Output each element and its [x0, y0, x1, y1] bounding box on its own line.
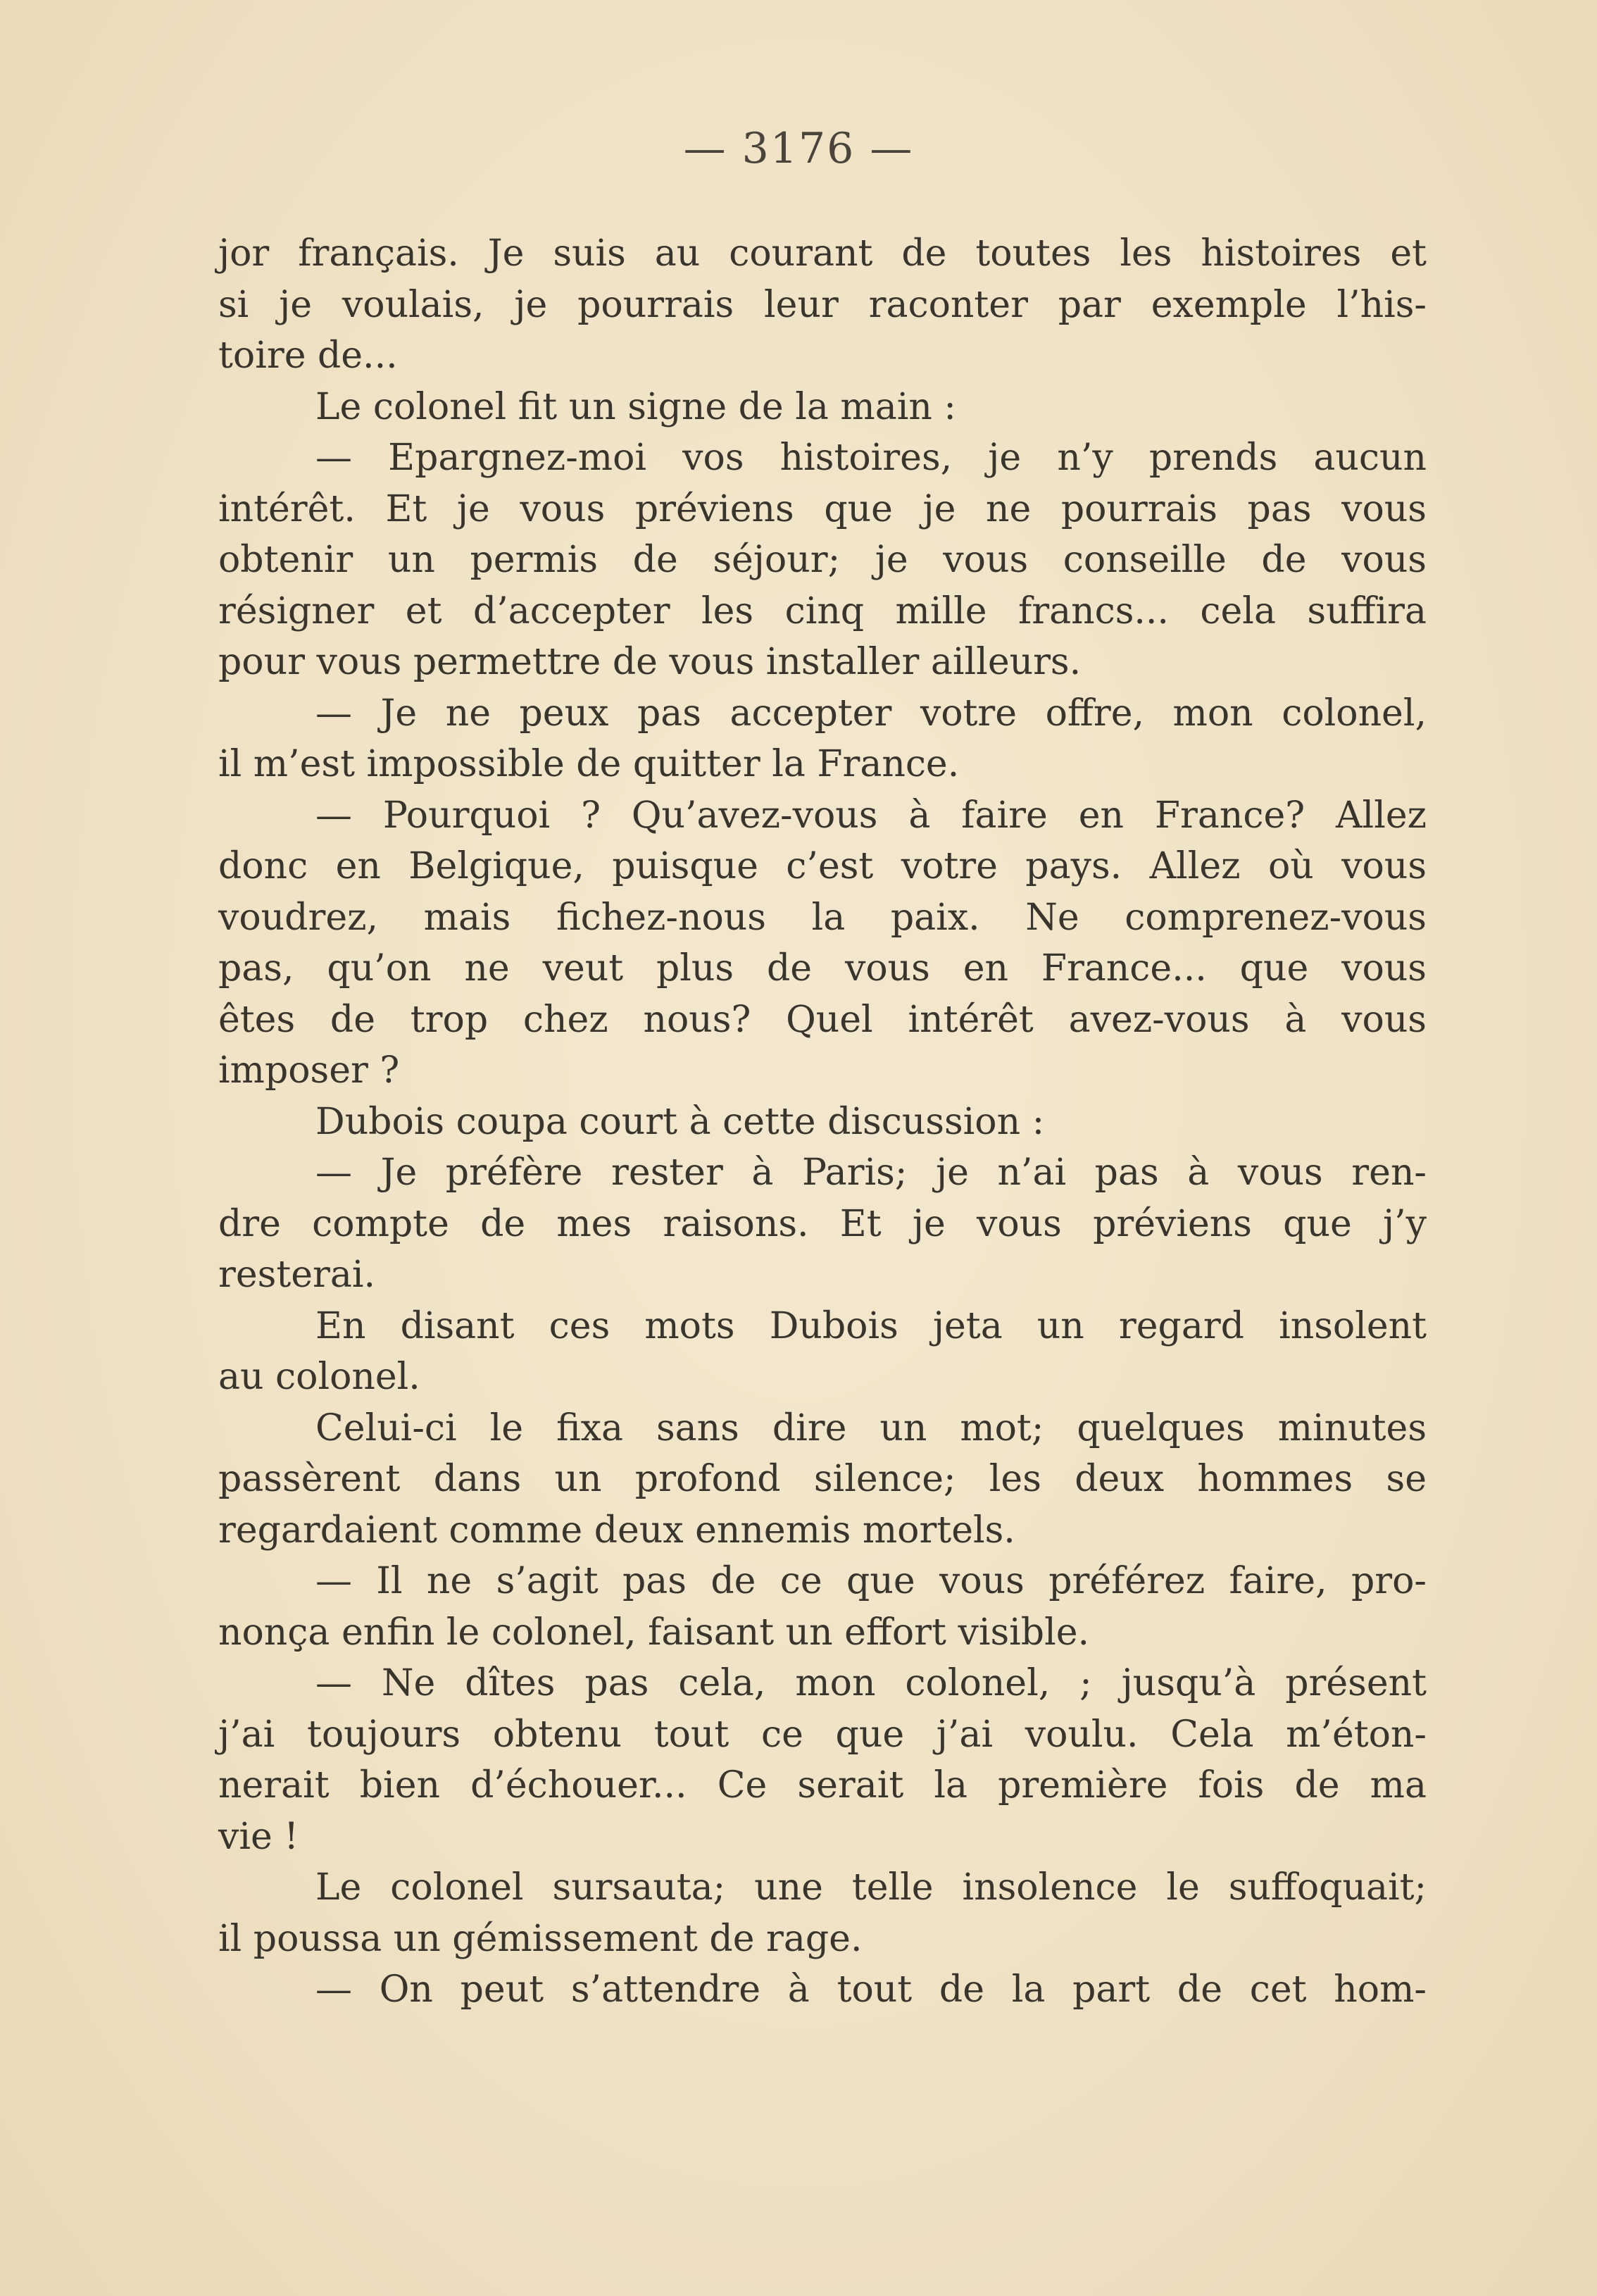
text-line: résigner et d’accepter les cinq mille francs... cela suffira [218, 589, 1427, 632]
text-line: En disant ces mots Dubois jeta un regard insolent [315, 1304, 1427, 1347]
text-line: regardaient comme deux ennemis mortels. [218, 1509, 1015, 1552]
text-line: pas, qu’on ne veut plus de vous en France... que vous [218, 947, 1427, 990]
text-line: toire de... [218, 335, 398, 377]
text-line: j’ai toujours obtenu tout ce que j’ai voulu. Cela m’éton- [218, 1713, 1427, 1756]
text-line: passèrent dans un profond silence; les deux hommes se [218, 1458, 1427, 1500]
text-line: pour vous permettre de vous installer ailleurs. [218, 641, 1082, 683]
text-line: nerait bien d’échouer... Ce serait la première fois de ma [218, 1764, 1427, 1807]
body-text [218, 228, 1427, 2016]
text-line: — Je préfère rester à Paris; je n’ai pas à vous ren- [315, 1152, 1427, 1194]
text-line: — Il ne s’agit pas de ce que vous préférez faire, pro- [315, 1560, 1427, 1602]
text-line: Le colonel fit un signe de la main : [315, 385, 956, 428]
text-line: Dubois coupa court à cette discussion : [315, 1100, 1045, 1143]
text-line: nonça enfin le colonel, faisant un effort visible. [218, 1611, 1090, 1654]
text-line: — Epargnez-moi vos histoires, je n’y prends aucun [315, 437, 1427, 479]
text-line: vie ! [218, 1815, 299, 1858]
text-line: resterai. [218, 1254, 376, 1296]
text-line: si je voulais, je pourrais leur raconter par exemple l’his- [218, 283, 1427, 326]
text-line: imposer ? [218, 1049, 400, 1092]
text-line: donc en Belgique, puisque c’est votre pays. Allez où vous [218, 845, 1427, 887]
text-line: il poussa un gémissement de rage. [218, 1917, 863, 1960]
page-number: — 3176 — [683, 124, 914, 173]
text-line: Celui-ci le fixa sans dire un mot; quelques minutes [315, 1406, 1427, 1449]
text-line: obtenir un permis de séjour; je vous conseille de vous [218, 539, 1427, 581]
text-line: voudrez, mais fichez-nous la paix. Ne comprenez-vous [218, 896, 1427, 939]
text-line: Le colonel sursauta; une telle insolence le suffoquait; [315, 1866, 1427, 1909]
text-line: au colonel. [218, 1356, 420, 1398]
text-line: intérêt. Et je vous préviens que je ne pourrais pas vous [218, 487, 1427, 530]
text-line: dre compte de mes raisons. Et je vous préviens que j’y [218, 1202, 1427, 1245]
text-line: il m’est impossible de quitter la France. [218, 743, 960, 785]
text-line: — Pourquoi ? Qu’avez-vous à faire en France? Allez [315, 794, 1427, 837]
text-line: jor français. Je suis au courant de toutes les histoires et [218, 232, 1427, 275]
text-line: — Ne dîtes pas cela, mon colonel, ; jusqu’à présent [315, 1662, 1427, 1704]
text-line: — On peut s’attendre à tout de la part de cet hom- [315, 1969, 1427, 2011]
text-line: — Je ne peux pas accepter votre offre, mon colonel, [315, 692, 1427, 735]
text-line: êtes de trop chez nous? Quel intérêt avez-vous à vous [218, 998, 1427, 1041]
